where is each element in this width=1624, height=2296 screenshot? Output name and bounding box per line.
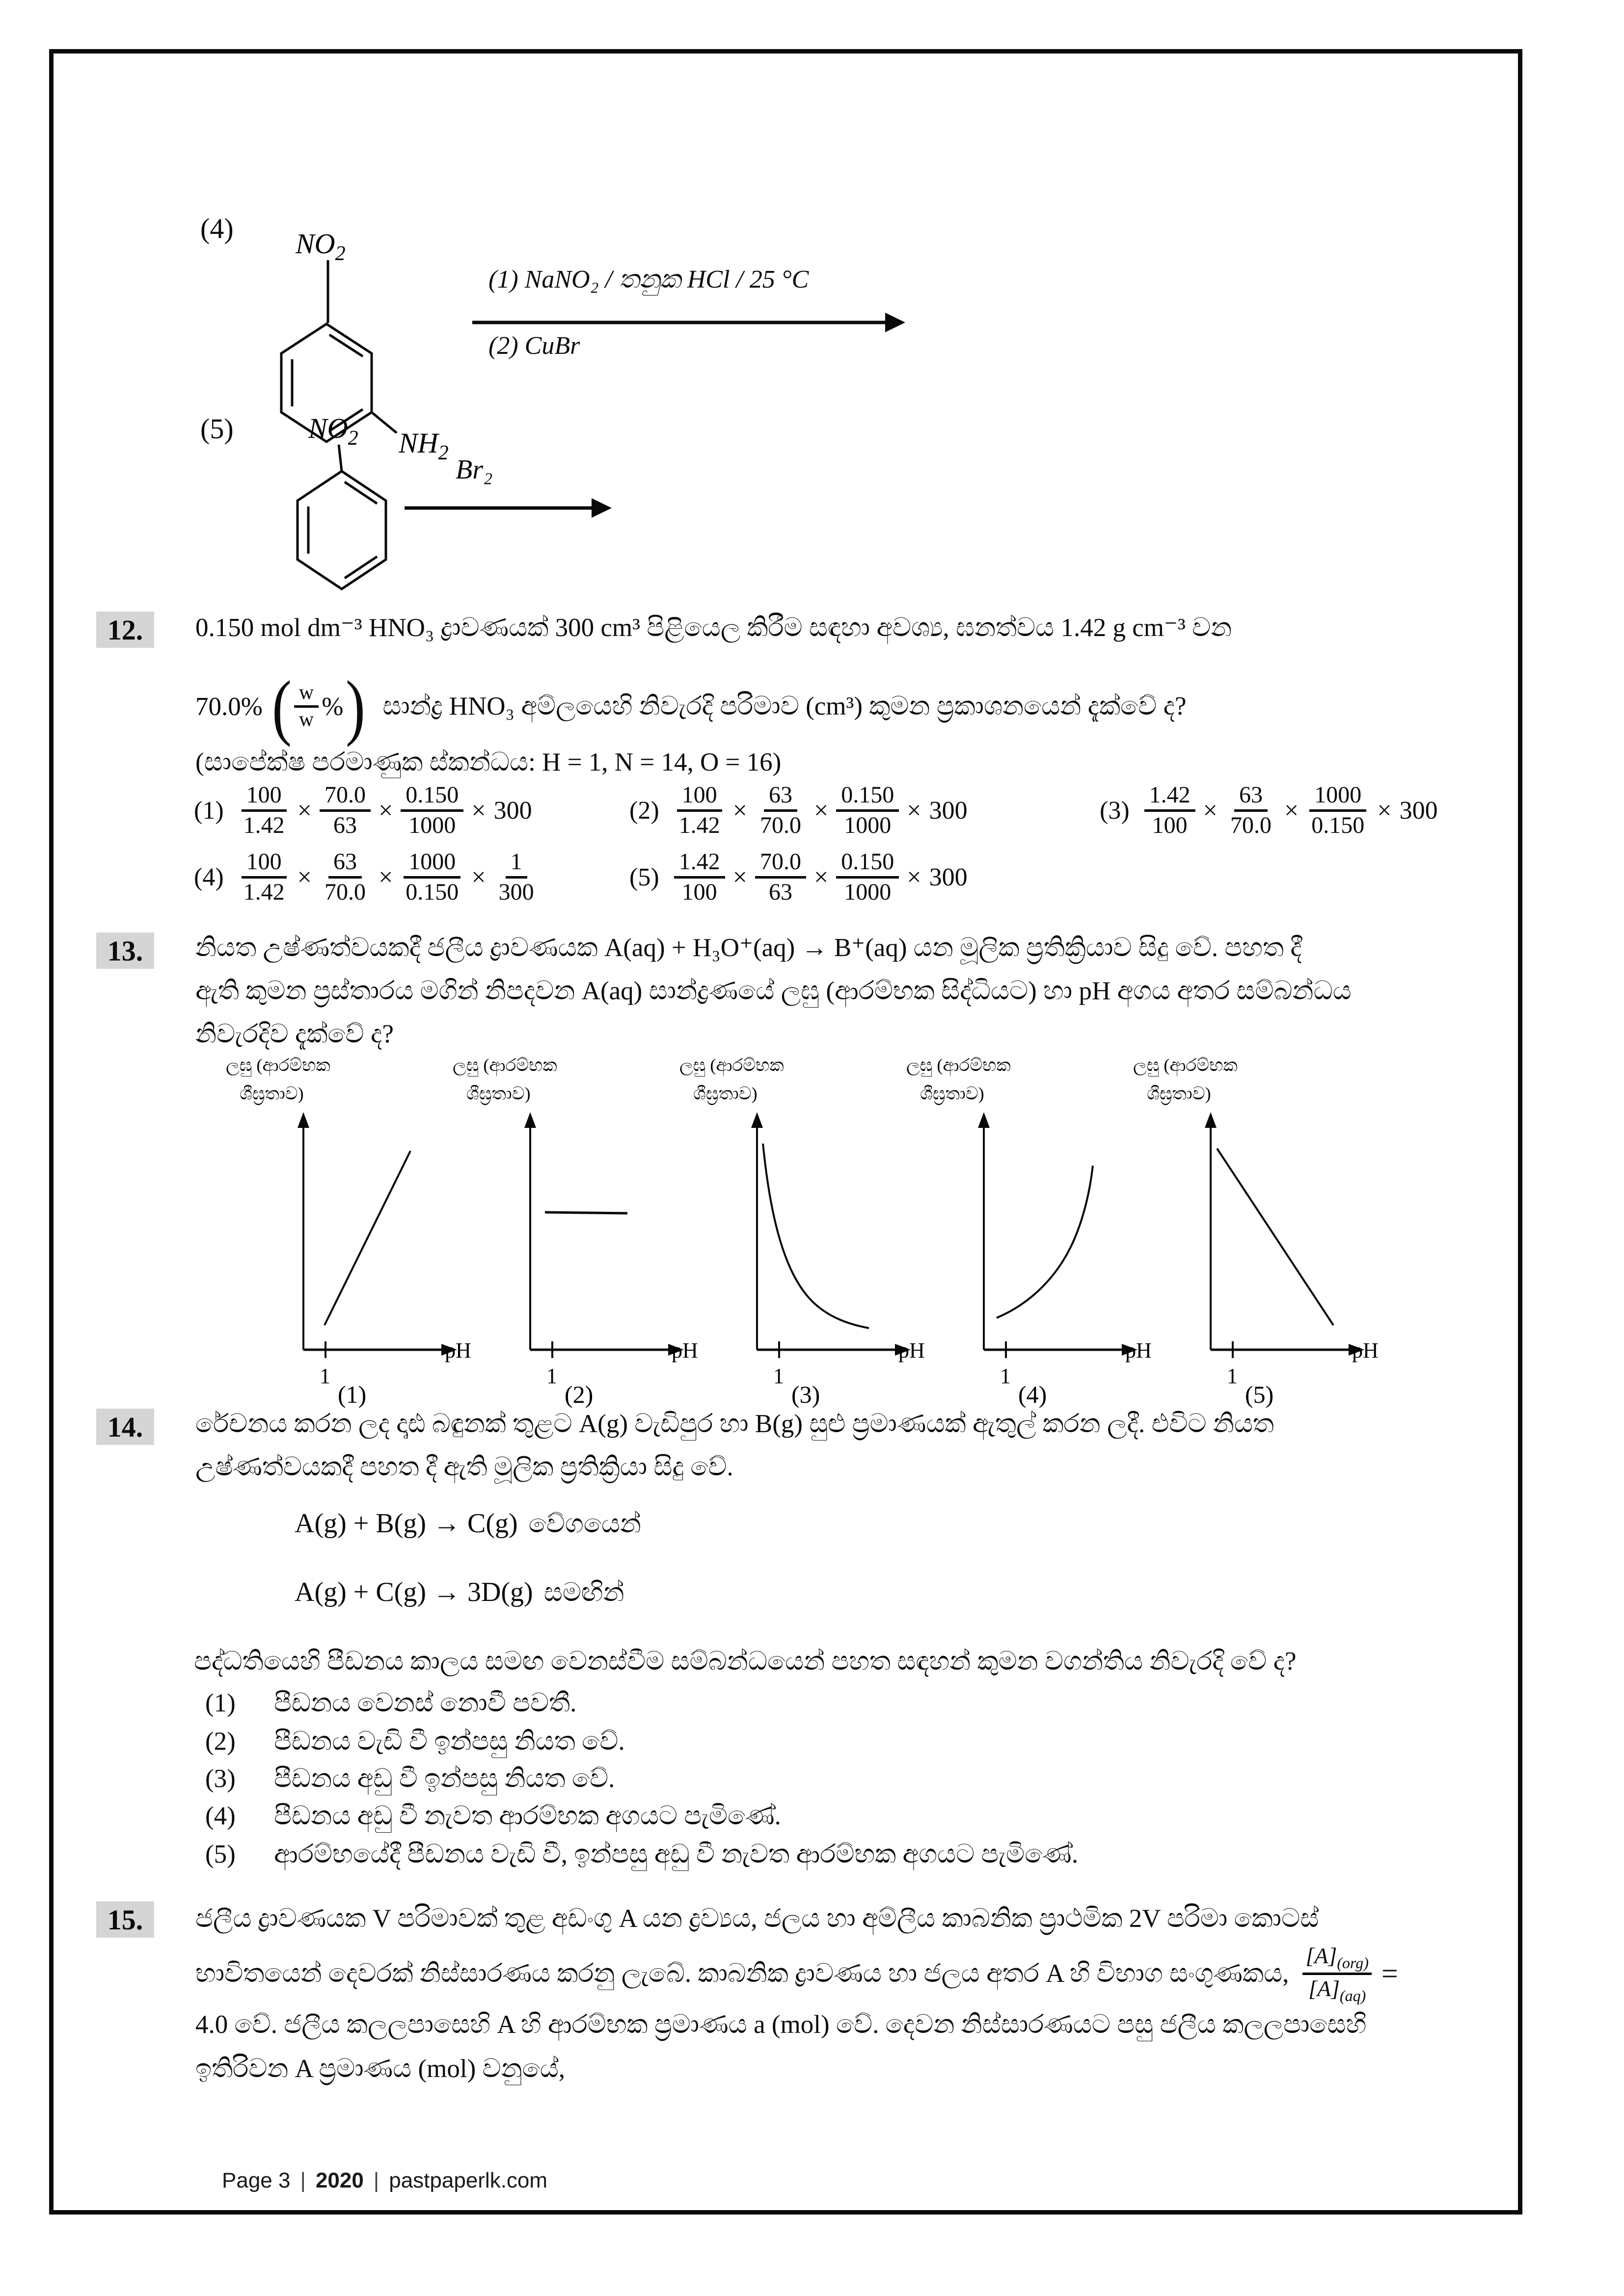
graph-option-5: [1127, 1050, 1382, 1409]
equation-formula: A(g) + B(g) → C(g): [295, 1508, 518, 1539]
times-sign: ×: [732, 796, 747, 825]
q14-line1: රේචනය කරන ලද දෘඪ බඳුනක් තුළට A(g) වැඩිපුර හා B(g) සුළු ප්‍රමාණයක් ඇතුල් කරන ලදී. එවිට නියත: [195, 1410, 1274, 1438]
fraction: $\frac{1000}{0.150}$: [1306, 781, 1369, 839]
fraction: $\frac{100}{1.42}$: [674, 781, 725, 839]
y-axis-label-line1: ලඝු (ආරම්භක: [453, 1055, 557, 1075]
graph-number: (4): [1018, 1381, 1047, 1408]
q14-question-line: පද්ධතියෙහි පීඩනය කාලය සමඟ වෙනස්වීම සම්බන්ධයෙන් පහත සඳහන් කුමන වගන්තිය නිවැරදි වේ ද?: [194, 1647, 1297, 1676]
y-axis-arrow-icon: [298, 1112, 309, 1128]
q14-equation-2: [295, 1576, 624, 1608]
x-axis-label: pH: [1352, 1338, 1379, 1362]
q12-option-1: (1) $\frac{100}{1.42}$ × $\frac{70.0}{63}$ × $\frac{0.150}{1000}$ × 300: [194, 781, 532, 839]
close-paren: ): [346, 666, 366, 748]
q12-option-3: (3) $\frac{1.42}{100}$ × $\frac{63}{70.0}$ × $\frac{1000}{0.150}$ × 300: [1100, 781, 1438, 839]
y-axis-label-line2: ශීඝ්‍රතාව): [693, 1084, 758, 1103]
fraction: $\frac{1}{300}$: [498, 849, 534, 905]
times-sign: ×: [813, 796, 829, 825]
fraction: $\frac{1.42}{100}$: [674, 848, 725, 906]
times-sign: ×: [907, 863, 921, 891]
x-axis-label: pH: [1125, 1338, 1152, 1362]
fraction: $\frac{1.42}{100}$: [1144, 781, 1195, 839]
q12-option-4: (4) $\frac{100}{1.42}$ × $\frac{63}{70.0}$ × $\frac{1000}{0.150}$ × $\frac{1}{300}$: [194, 848, 539, 906]
q12-line2: [195, 664, 1187, 749]
x-axis-label: pH: [898, 1338, 925, 1362]
no2-group-label: $NO_2$: [296, 228, 346, 265]
y-axis-label-line1: ලඝු (ආරම්භක: [679, 1055, 784, 1075]
y-axis-arrow-icon: [524, 1112, 536, 1128]
graph-number: (2): [565, 1381, 594, 1408]
question-12-number: 12.: [96, 612, 154, 648]
equation-formula: A(g) + C(g) → 3D(g): [295, 1577, 533, 1607]
page-footer: [222, 2168, 547, 2193]
curve-falling-line: [1217, 1148, 1333, 1325]
q13-line3: නිවැරදිව දැක්වේ ද?: [195, 1020, 394, 1048]
footer-site: pastpaperlk.com: [389, 2168, 548, 2192]
q13-line1: නියත උෂ්ණත්වයකදී ජලීය ද්‍රාවණයක A(aq) + H₃O⁺(aq) → B⁺(aq) යන මූලික ප්‍රතික්‍රියාව සිදු වේ. පහත දී: [195, 934, 1302, 962]
fraction: $\frac{0.150}{1000}$: [836, 781, 899, 839]
question-13-number: 13.: [96, 933, 154, 969]
q14-line2: උෂ්ණත්වයකදී පහත දී ඇති මූලික ප්‍රතික්‍රියා සිදු වේ.: [195, 1453, 733, 1481]
x-axis-label: pH: [672, 1338, 698, 1362]
question-15-number: 15.: [96, 1901, 154, 1938]
times-sign: ×: [378, 863, 393, 891]
times-sign: ×: [378, 796, 393, 825]
graph-number: (5): [1245, 1381, 1274, 1408]
footer-page-label: Page 3: [222, 2168, 291, 2192]
no2-group-label: $NO_2$: [308, 412, 358, 450]
y-axis-label-line2: ශීඝ්‍රතාව): [920, 1084, 984, 1103]
tick-label: 1: [1000, 1364, 1011, 1388]
times-sign: ×: [732, 863, 747, 891]
times-sign: ×: [1284, 796, 1299, 825]
graph-number: (3): [791, 1381, 820, 1408]
w-over-w-fraction: $\frac{w}{w}$: [294, 681, 319, 732]
open-paren: (: [271, 666, 292, 748]
percent-sign: %: [322, 692, 344, 721]
reaction-5-label: (5): [200, 413, 234, 445]
y-axis-label-line1: ලඝු (ආරම්භක: [1133, 1055, 1238, 1075]
y-axis-arrow-icon: [978, 1112, 990, 1128]
q15-line3: 4.0 වේ. ජලීය කලලපාසෙහි A හි ආරම්භක ප්‍රමාණය a (mol) වේ. දෙවන නිස්සාරණයට පසු ජලීය කලලපාසෙහි: [195, 2010, 1367, 2039]
benzene-ring-icon: [298, 471, 386, 589]
times-sign: ×: [907, 796, 921, 825]
tick-label: 1: [320, 1364, 330, 1388]
reaction-4-reagent-step1: (1) NaNO₂ / තනුක HCl / 25 °C: [488, 266, 809, 294]
q15-line1: ජලීය ද්‍රාවණයක V පරිමාවක් තුළ අඩංගු A යන ද්‍රව්‍යය, ජලය හා අම්ලීය කාබනික ප්‍රාථමික 2V පරිමා කොටස්: [195, 1904, 1319, 1933]
graph-option-4: [900, 1050, 1156, 1409]
q12-atomic-mass-note: (සාපේක්ෂ පරමාණුක ස්කන්ධය: H = 1, N = 14, O = 16): [195, 748, 782, 776]
y-axis-label-line1: ලඝු (ආරම්භක: [226, 1055, 330, 1075]
fraction: $\frac{0.150}{1000}$: [836, 848, 899, 906]
q14-option-5: (5) ආරම්භයේදී පීඩනය වැඩි වී, ඉන්පසු අඩු වී නැවත ආරම්භක අගයට පැමිණේ.: [205, 1840, 1079, 1869]
tick-label: 1: [1227, 1364, 1238, 1388]
equals-sign: =: [1381, 1957, 1398, 1990]
graph-option-1: [220, 1050, 475, 1409]
y-axis-label-line2: ශීඝ්‍රතාව): [1147, 1084, 1211, 1103]
q15-line4: ඉතිරිවන A ප්‍රමාණය (mol) වනුයේ,: [195, 2055, 566, 2083]
times-sign: ×: [1203, 796, 1218, 825]
multiplier: 300: [929, 863, 968, 891]
graph-number: (1): [338, 1381, 367, 1408]
fraction: $\frac{0.150}{1000}$: [401, 781, 463, 839]
curve-decay: [763, 1144, 869, 1328]
fraction: $\frac{63}{70.0}$: [324, 849, 366, 905]
reaction-5-reagent: Br₂: [456, 454, 493, 485]
equation-suffix: වේගයෙන්: [528, 1510, 641, 1538]
x-axis-label: pH: [445, 1338, 471, 1362]
footer-separator: |: [300, 2168, 306, 2192]
nh2-group-label: $NH_2$: [399, 427, 449, 464]
question-14-number: 14.: [96, 1409, 154, 1445]
tick-label: 1: [546, 1364, 557, 1388]
q12-line1: 0.150 mol dm⁻³ HNO₃ ද්‍රාවණයක් 300 cm³ පිළියෙල කිරීම සඳහා අවශ්‍ය, ඝනත්වය 1.42 g cm⁻³ වන: [195, 614, 1232, 642]
times-sign: ×: [813, 863, 829, 891]
y-axis-label-line2: ශීඝ්‍රතාව): [466, 1084, 531, 1103]
tick-label: 1: [773, 1364, 784, 1388]
graph-option-3: [674, 1050, 929, 1409]
q12-option-5: (5) $\frac{1.42}{100}$ × $\frac{70.0}{63}$ × $\frac{0.150}{1000}$ × 300: [629, 848, 968, 906]
curve-horizontal-line: [545, 1212, 627, 1213]
fraction: $\frac{100}{1.42}$: [239, 848, 290, 906]
times-sign: ×: [471, 796, 486, 825]
q13-line2: ඇති කුමන ප්‍රස්තාරය මගින් නිපදවන A(aq) සාන්ද්‍රණයේ ලඝු (ආරම්භක සිද්ධියට) හා pH අගය අතර සම්බන්ධය: [195, 977, 1352, 1005]
y-axis-label-line2: ශීඝ්‍රතාව): [240, 1084, 304, 1103]
equation-suffix: සමඟින්: [543, 1578, 624, 1607]
footer-year: 2020: [315, 2168, 364, 2192]
q12-option-2: (2) $\frac{100}{1.42}$ × $\frac{63}{70.0}$ × $\frac{0.150}{1000}$ × 300: [629, 781, 968, 839]
fraction: $\frac{100}{1.42}$: [239, 781, 290, 839]
q15-line2-text: භාවිතයෙන් දෙවරක් නිස්සාරණය කරනු ලැබේ. කාබනික ද්‍රාවණය හා ජලය අතර A හි විභාග සංගුණකය,: [195, 1959, 1289, 1988]
footer-separator: |: [373, 2168, 379, 2192]
times-sign: ×: [297, 863, 312, 891]
q14-option-2: (2) පීඩනය වැඩි වී ඉන්පසු නියත වේ.: [205, 1727, 625, 1756]
q14-option-3: (3) පීඩනය අඩු වී ඉන්පසු නියත වේ.: [205, 1764, 615, 1793]
y-axis-arrow-icon: [1205, 1112, 1217, 1128]
multiplier: 300: [1399, 796, 1438, 825]
curve-growth: [997, 1166, 1093, 1318]
q12-line2-prefix: 70.0%: [195, 692, 263, 721]
times-sign: ×: [471, 863, 486, 891]
fraction: $\frac{63}{70.0}$: [1230, 782, 1272, 838]
reaction-4-reagent-step2: (2) CuBr: [488, 332, 580, 360]
q14-equation-1: [295, 1508, 641, 1539]
multiplier: 300: [929, 796, 968, 825]
q12-line2-rest: සාන්ද්‍ර HNO₃ අම්ලයෙහි නිවැරදි පරිමාව (cm³) කුමන ප්‍රකාශනයෙන් දැක්වේ ද?: [382, 692, 1187, 721]
times-sign: ×: [297, 796, 312, 825]
curve-rising-line: [325, 1151, 410, 1325]
graph-option-2: [447, 1050, 702, 1409]
fraction: $\frac{70.0}{63}$: [755, 848, 806, 906]
q14-option-1: (1) පීඩනය වෙනස් නොවී පවතී.: [205, 1689, 577, 1717]
reaction-4-label: (4): [200, 213, 234, 244]
bond-no2: [339, 445, 342, 471]
reaction-5-arrow-icon: [403, 491, 614, 525]
times-sign: ×: [1377, 796, 1392, 825]
y-axis-label-line1: ලඝු (ආරම්භක: [906, 1055, 1011, 1075]
q14-option-4: (4) පීඩනය අඩු වී නැවත ආරම්භක අගයට පැමිණේ.: [205, 1802, 781, 1830]
partition-coefficient-fraction: $[A]_{(org)}$ $[A]_{(aq)}$: [1302, 1942, 1371, 2005]
y-axis-arrow-icon: [751, 1112, 763, 1128]
fraction: $\frac{1000}{0.150}$: [401, 848, 463, 906]
fraction: $\frac{70.0}{63}$: [320, 781, 371, 839]
fraction: $\frac{63}{70.0}$: [759, 782, 801, 838]
multiplier: 300: [493, 796, 532, 825]
q15-line2: [195, 1932, 1398, 2015]
